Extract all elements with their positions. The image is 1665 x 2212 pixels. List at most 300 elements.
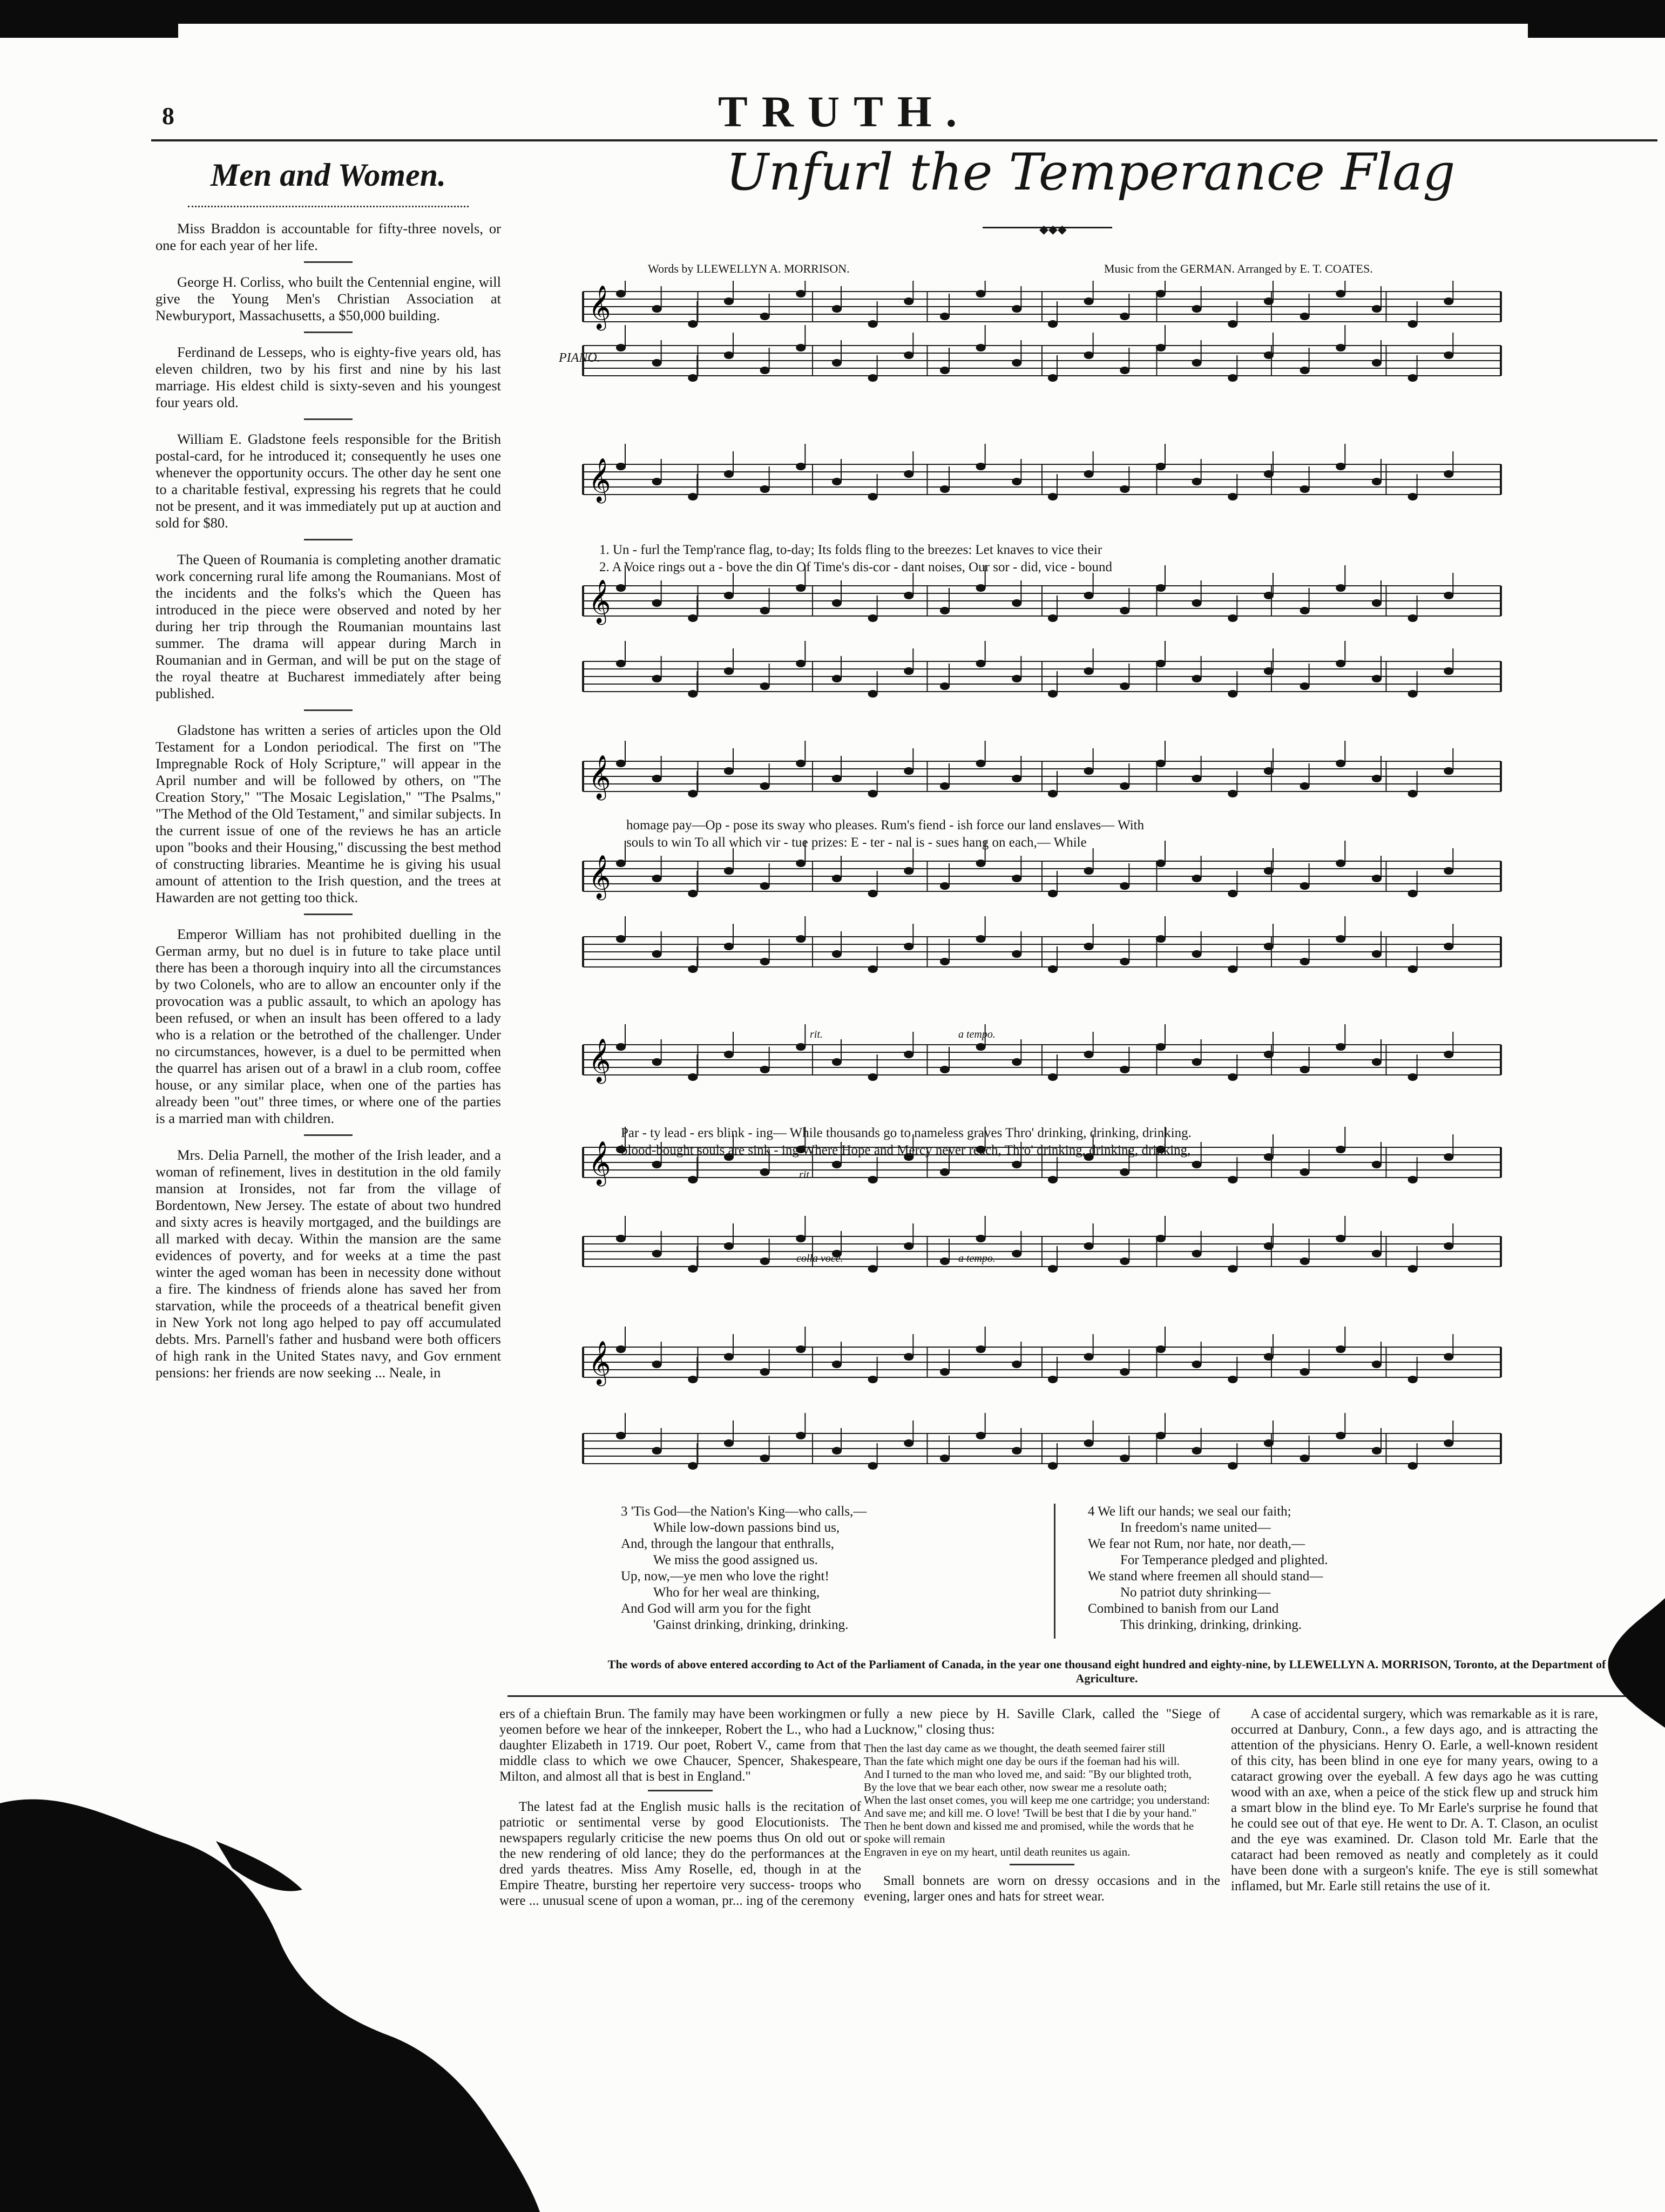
note-head	[1336, 1432, 1345, 1439]
tempo-rit: rit.	[799, 1169, 812, 1181]
note-head	[976, 463, 986, 470]
note-head	[832, 478, 842, 485]
verse-line: While low-down passions bind us,	[653, 1520, 840, 1535]
note-head	[1048, 614, 1058, 622]
article-text: ers of a chieftain Brun. The family may have been workingmen or yeomen before we hear of the innkeeper, Robert the L., who had a daughter Elizabeth in 1719. Our poet, Robert V., came from that middle class to which we owe Chaucer, Spencer, Shakespeare, Milton, and almost all that is best in England."	[499, 1707, 861, 1784]
separator	[304, 261, 353, 263]
note-head	[1408, 790, 1418, 797]
note-head	[1084, 1439, 1094, 1447]
note-head	[1084, 867, 1094, 875]
note-head	[652, 950, 662, 958]
verse-3	[621, 1504, 1042, 1633]
separator	[304, 1134, 353, 1136]
note-head	[760, 1168, 770, 1176]
note-head	[796, 584, 806, 592]
note-head	[1336, 584, 1345, 592]
news-item: Ferdinand de Lesseps, who is eighty-five years old, has eleven children, two by his first and nine by his last marriage. His eldest child is sixty-seven and his youngest four years old.	[155, 344, 501, 410]
note-head	[1372, 478, 1382, 485]
separator	[304, 709, 353, 711]
bottom-column-2	[864, 1706, 1220, 1909]
note-head	[616, 290, 626, 297]
clef-glyph: 𝄞	[588, 457, 611, 502]
note-head	[1012, 1161, 1021, 1168]
note-head	[832, 1447, 842, 1455]
note-head	[760, 485, 770, 493]
note-head	[1120, 313, 1129, 320]
note-head	[904, 943, 913, 950]
note-head	[724, 667, 734, 675]
note-head	[1048, 493, 1058, 500]
note-head	[616, 344, 626, 351]
note-head	[1228, 1462, 1237, 1470]
note-head	[1372, 359, 1382, 367]
note-head	[904, 297, 913, 305]
note-head	[868, 1376, 878, 1383]
note-head	[940, 1066, 950, 1073]
clef-glyph: 𝄞	[588, 1038, 611, 1082]
note-head	[1084, 592, 1094, 599]
note-head	[832, 305, 842, 313]
note-head	[1156, 760, 1166, 767]
note-head	[832, 1361, 842, 1368]
note-head	[796, 1043, 806, 1051]
note-head	[1048, 790, 1058, 797]
note-head	[1120, 882, 1129, 890]
note-head	[1408, 1376, 1418, 1383]
note-head	[1012, 1447, 1021, 1455]
words-credit: Words by LLEWELLYN A. MORRISON.	[648, 262, 850, 275]
note-head	[688, 1376, 698, 1383]
note-head	[1372, 599, 1382, 607]
clef-glyph: 𝄞	[588, 854, 611, 898]
note-head	[1192, 305, 1202, 313]
note-head	[796, 344, 806, 351]
note-head	[1300, 485, 1310, 493]
note-head	[760, 682, 770, 690]
note-head	[1336, 860, 1345, 867]
note-head	[1192, 599, 1202, 607]
note-head	[688, 1265, 698, 1273]
note-head	[1336, 935, 1345, 943]
verse-line: In freedom's name united—	[1120, 1520, 1271, 1535]
note-head	[1372, 775, 1382, 782]
note-head	[940, 1257, 950, 1265]
note-head	[652, 1161, 662, 1168]
verse-line: And, through the langour that enthralls,	[621, 1537, 835, 1551]
note-head	[1156, 660, 1166, 667]
note-head	[688, 1462, 698, 1470]
masthead: TRUTH.	[718, 87, 971, 136]
note-head	[1048, 1376, 1058, 1383]
news-item: Miss Braddon is accountable for fifty-three novels, or one for each year of her life.	[155, 220, 501, 253]
note-head	[1048, 1462, 1058, 1470]
poem-line: Than the fate which might one day be ours if the foeman had his will.	[864, 1755, 1180, 1768]
note-head	[976, 584, 986, 592]
note-head	[1300, 1368, 1310, 1376]
note-head	[796, 760, 806, 767]
note-head	[1192, 775, 1202, 782]
note-head	[1336, 1043, 1345, 1051]
note-head	[652, 875, 662, 882]
note-head	[1300, 607, 1310, 614]
article-text: A case of accidental surgery, which was remarkable as it is rare, occurred at Danbury, Conn., a few days ago, and is attracting the attention of the physicians. Henry O. Earle, a well-known resident of this city, has been blind in one eye for many years, owing to a cataract growing over the eyeball. A few days ago he was cutting wood with an axe, when a peice of the stick flew up and struck him a smart blow in the blind eye. To Mr Earle's surprise he found that he could see out of that eye. He went to Dr. A. T. Clason, an oculist and the eye was examined. Dr. Clason told Mr. Earle that the cataract had been removed as neatly and completely as it could have been done with a surgeon's knife. The eye is still somewhat inflamed, but Mr. Earle still retains the use of it.	[1231, 1707, 1598, 1893]
note-head	[1336, 1235, 1345, 1242]
note-head	[868, 1073, 878, 1081]
note-head	[1336, 1345, 1345, 1353]
note-head	[652, 775, 662, 782]
separator	[304, 332, 353, 333]
note-head	[1156, 344, 1166, 351]
separator	[304, 539, 353, 540]
note-head	[1156, 584, 1166, 592]
page-damage-stain	[0, 1663, 540, 2212]
note-head	[940, 1168, 950, 1176]
note-head	[1084, 470, 1094, 478]
note-head	[760, 882, 770, 890]
note-head	[688, 374, 698, 382]
note-head	[1012, 950, 1021, 958]
note-head	[1084, 1353, 1094, 1361]
clef-glyph: 𝄞	[588, 1140, 611, 1185]
note-head	[1444, 1439, 1453, 1447]
note-head	[940, 313, 950, 320]
note-head	[616, 1043, 626, 1051]
verse-line: And God will arm you for the fight	[621, 1601, 811, 1616]
note-head	[1228, 690, 1237, 698]
note-head	[868, 320, 878, 328]
note-head	[1300, 1257, 1310, 1265]
verse-divider	[1054, 1504, 1055, 1639]
separator	[1010, 1864, 1074, 1865]
note-head	[724, 1439, 734, 1447]
note-head	[1408, 374, 1418, 382]
note-head	[796, 1345, 806, 1353]
note-head	[1192, 1058, 1202, 1066]
note-head	[904, 767, 913, 775]
note-head	[652, 1361, 662, 1368]
note-head	[1444, 667, 1453, 675]
note-head	[832, 875, 842, 882]
note-head	[1444, 592, 1453, 599]
note-head	[1264, 1353, 1274, 1361]
note-head	[652, 599, 662, 607]
note-head	[1408, 614, 1418, 622]
note-head	[1156, 1432, 1166, 1439]
note-head	[976, 860, 986, 867]
note-head	[868, 790, 878, 797]
note-head	[1120, 1368, 1129, 1376]
note-head	[1012, 599, 1021, 607]
note-head	[1264, 867, 1274, 875]
note-head	[1120, 1455, 1129, 1462]
note-head	[796, 463, 806, 470]
note-head	[1156, 1235, 1166, 1242]
note-head	[1300, 313, 1310, 320]
note-head	[1300, 682, 1310, 690]
note-head	[1228, 320, 1237, 328]
note-head	[796, 1235, 806, 1242]
note-head	[1408, 493, 1418, 500]
song-title: Unfurl the Temperance Flag	[726, 143, 1456, 202]
note-head	[868, 1176, 878, 1183]
note-head	[976, 1043, 986, 1051]
note-head	[832, 359, 842, 367]
note-head	[976, 760, 986, 767]
note-head	[1264, 767, 1274, 775]
note-head	[1264, 592, 1274, 599]
note-head	[796, 660, 806, 667]
note-head	[1336, 463, 1345, 470]
note-head	[1336, 760, 1345, 767]
note-head	[1372, 1447, 1382, 1455]
note-head	[1444, 943, 1453, 950]
note-head	[1084, 767, 1094, 775]
note-head	[616, 463, 626, 470]
note-head	[652, 1250, 662, 1257]
note-head	[616, 1235, 626, 1242]
column-title: Men and Women.	[210, 157, 446, 193]
note-head	[904, 351, 913, 359]
note-head	[1372, 1250, 1382, 1257]
lyric-line: blood-bought souls are sink - ing Where Hope and Mercy never reach, Thro' drinking, drinking, drinking,	[621, 1143, 1191, 1158]
poem-line: Then he bent down and kissed me and promised, while the words that he spoke will remain	[864, 1819, 1194, 1845]
note-head	[1120, 607, 1129, 614]
note-head	[1408, 320, 1418, 328]
note-head	[1228, 614, 1237, 622]
note-head	[1408, 1073, 1418, 1081]
top-band-gap	[178, 24, 1528, 39]
note-head	[724, 592, 734, 599]
note-head	[1012, 1058, 1021, 1066]
note-head	[976, 1345, 986, 1353]
note-head	[796, 860, 806, 867]
note-head	[940, 1455, 950, 1462]
verse-line: No patriot duty shrinking—	[1120, 1585, 1271, 1600]
note-head	[1372, 1361, 1382, 1368]
note-head	[724, 943, 734, 950]
note-head	[976, 344, 986, 351]
note-head	[832, 775, 842, 782]
note-head	[616, 660, 626, 667]
note-head	[1120, 958, 1129, 965]
title-ornament-dots: ◆◆◆	[1039, 222, 1067, 236]
tempo-a-tempo: a tempo.	[958, 1253, 996, 1264]
note-head	[1300, 782, 1310, 790]
note-head	[796, 935, 806, 943]
news-item: Gladstone has written a series of articles upon the Old Testament for a London periodical. The first on "The Impregnable Rock of Holy Scripture," will appear in the April number and will be followed by others, on "The Creation Story," "The Mosaic Legislation," "The Psalms," "The Method of the Old Testament," and similar subjects. In the current issue of one of the reviews he has an article upon "books and their Housing," discussing the best method of constructing libraries. Meantime he is giving his usual amount of attention to the Irish question, and the trees at Hawarden are not getting too thick.	[155, 722, 501, 905]
note-head	[868, 493, 878, 500]
note-head	[832, 950, 842, 958]
note-head	[1444, 767, 1453, 775]
note-head	[1192, 1161, 1202, 1168]
note-head	[1156, 1345, 1166, 1353]
note-head	[1444, 1051, 1453, 1058]
article-text: fully a new piece by H. Saville Clark, called the "Siege of Lucknow," closing thus:	[864, 1707, 1220, 1737]
note-head	[868, 1265, 878, 1273]
poem-line: When the last onset comes, you will keep me one cartridge; you understand:	[864, 1794, 1210, 1807]
news-item: Mrs. Delia Parnell, the mother of the Irish leader, and a woman of refinement, lives in destitution in the old family mansion at Ironsides, not far from the village of Bordentown, New Jersey. The estate of about two hundred and sixty acres is heavily mortgaged, and the buildings are all marked with decay. Within the mansion are the same evidences of poverty, and for weeks at a time the past winter the aged woman has been in necessity done without a fire. The kindness of friends alone has saved her from starvation, while the proceeds of a theatrical benefit given in New York not long ago helped to pay off accumulated debts. Mrs. Parnell's father and husband were both officers of high rank in the United States navy, and Gov ernment pensions: her friends are now seeking ... Neale, in	[155, 1147, 501, 1381]
note-head	[904, 470, 913, 478]
news-item: George H. Corliss, who built the Centennial engine, will give the Young Men's Christian Association at Newburyport, Massachusetts, a $50,000 building.	[155, 274, 501, 323]
note-head	[652, 478, 662, 485]
note-head	[1084, 667, 1094, 675]
note-head	[724, 767, 734, 775]
note-head	[688, 320, 698, 328]
note-head	[1336, 1146, 1345, 1153]
note-head	[1264, 297, 1274, 305]
note-head	[724, 351, 734, 359]
left-column	[155, 152, 501, 1389]
note-head	[760, 313, 770, 320]
note-head	[688, 493, 698, 500]
note-head	[1048, 374, 1058, 382]
verse-4	[1088, 1504, 1574, 1633]
note-head	[832, 675, 842, 682]
note-head	[1228, 890, 1237, 897]
bottom-column-3	[1231, 1706, 1598, 1898]
note-head	[652, 1058, 662, 1066]
lyric-line: 1. Un - furl the Temp'rance flag, to-day; Its folds fling to the breezes: Let knaves to vice their	[599, 543, 1102, 557]
note-head	[1012, 1361, 1021, 1368]
news-item: Emperor William has not prohibited duelling in the German army, but no duel is in future to take place until there has been a thorough inquiry into all the circumstances by two Colonels, who are to allow an encounter only if the provocation was a public assault, to which an apology has been refused, or when an insult has been offered to a lady who is a relation or the betrothed of the challenger. Under no circumstances, however, is a duel to be permitted when the quarrel has arisen out of a brawl in a club room, coffee house, or any similar place, when one of the parties has already been "out" three times, or where one of the parties is a married man with children.	[155, 926, 501, 1126]
note-head	[652, 305, 662, 313]
news-item: William E. Gladstone feels responsible for the British postal-card, for he introduced it; consequently he uses one whenever the opportunity occurs. The other day he sent one to a charitable festival, expressing his regrets that he could not be present, and it was immediately put up at auction and sold for $80.	[155, 431, 501, 531]
copyright-notice: The words of above entered according to Act of the Parliament of Canada, in the year one thousand eight hundred and eighty-nine, by LLEWELLYN A. MORRISON, Toronto, at the Department of Agriculture.	[607, 1658, 1606, 1685]
note-head	[868, 374, 878, 382]
note-head	[1012, 305, 1021, 313]
note-head	[1012, 359, 1021, 367]
note-head	[904, 1439, 913, 1447]
clef-glyph: 𝄞	[588, 754, 611, 799]
note-head	[1012, 1250, 1021, 1257]
note-head	[1444, 867, 1453, 875]
note-head	[1084, 1051, 1094, 1058]
note-head	[724, 470, 734, 478]
note-head	[1192, 1447, 1202, 1455]
note-head	[1192, 1361, 1202, 1368]
note-head	[1156, 1043, 1166, 1051]
note-head	[1372, 1161, 1382, 1168]
note-head	[1156, 463, 1166, 470]
note-head	[1192, 1250, 1202, 1257]
note-head	[1300, 1066, 1310, 1073]
note-head	[1372, 1058, 1382, 1066]
note-head	[1408, 965, 1418, 973]
note-head	[616, 860, 626, 867]
note-head	[1120, 1066, 1129, 1073]
note-head	[796, 290, 806, 297]
note-head	[940, 607, 950, 614]
note-head	[724, 867, 734, 875]
note-head	[1192, 359, 1202, 367]
note-head	[1156, 935, 1166, 943]
note-head	[1012, 775, 1021, 782]
note-head	[1300, 1455, 1310, 1462]
clef-glyph: 𝄞	[588, 1340, 611, 1384]
note-head	[1048, 1176, 1058, 1183]
note-head	[652, 359, 662, 367]
note-head	[652, 675, 662, 682]
note-head	[1372, 675, 1382, 682]
note-head	[1300, 958, 1310, 965]
note-head	[1336, 660, 1345, 667]
note-head	[688, 1176, 698, 1183]
note-head	[904, 667, 913, 675]
note-head	[832, 1058, 842, 1066]
note-head	[1408, 1176, 1418, 1183]
note-head	[1264, 943, 1274, 950]
note-head	[1156, 290, 1166, 297]
note-head	[1084, 351, 1094, 359]
music-credit: Music from the GERMAN. Arranged by E. T. COATES.	[1104, 262, 1373, 275]
note-head	[1264, 1439, 1274, 1447]
note-head	[868, 965, 878, 973]
note-head	[868, 614, 878, 622]
note-head	[1156, 860, 1166, 867]
note-head	[940, 367, 950, 374]
note-head	[1300, 1168, 1310, 1176]
note-head	[1192, 478, 1202, 485]
lyric-line: souls to win To all which vir - tue prizes: E - ter - nal is - sues hang on each,— While	[626, 835, 1087, 850]
note-head	[868, 890, 878, 897]
note-head	[1012, 675, 1021, 682]
verse-line: 4 We lift our hands; we seal our faith;	[1088, 1504, 1291, 1519]
note-head	[1120, 682, 1129, 690]
note-head	[616, 760, 626, 767]
note-head	[1444, 1242, 1453, 1250]
note-head	[940, 1368, 950, 1376]
piano-label: PIANO.	[559, 351, 600, 365]
note-head	[1444, 1153, 1453, 1161]
separator	[304, 418, 353, 420]
verse-line: For Temperance pledged and plighted.	[1120, 1553, 1328, 1567]
note-head	[1120, 485, 1129, 493]
note-head	[1336, 290, 1345, 297]
note-head	[796, 1432, 806, 1439]
verse-line: This drinking, drinking, drinking.	[1120, 1618, 1302, 1632]
note-head	[940, 882, 950, 890]
note-head	[1300, 882, 1310, 890]
note-head	[976, 290, 986, 297]
note-head	[904, 1353, 913, 1361]
note-head	[1228, 1265, 1237, 1273]
note-head	[1228, 1376, 1237, 1383]
note-head	[1264, 1153, 1274, 1161]
sheet-music	[572, 281, 1512, 1496]
note-head	[760, 607, 770, 614]
verse-line: Up, now,—ye men who love the right!	[621, 1569, 829, 1584]
note-head	[1228, 1073, 1237, 1081]
note-head	[1408, 1265, 1418, 1273]
poem-line: And I turned to the man who loved me, and said: "By our blighted troth,	[864, 1768, 1192, 1781]
note-head	[1192, 875, 1202, 882]
note-head	[1444, 470, 1453, 478]
note-head	[1012, 875, 1021, 882]
lyric-line: homage pay—Op - pose its sway who pleases. Rum's fiend - ish force our land enslaves— With	[626, 818, 1145, 833]
verse-line: We fear not Rum, nor hate, nor death,—	[1088, 1537, 1305, 1551]
separator	[648, 1790, 713, 1791]
note-head	[688, 690, 698, 698]
lyric-line: 2. A Voice rings out a - bove the din Of Time's dis-cor - dant noises, Our sor - did, vice - bound	[599, 560, 1113, 574]
note-head	[1444, 297, 1453, 305]
note-head	[688, 890, 698, 897]
note-head	[1264, 667, 1274, 675]
note-head	[1084, 943, 1094, 950]
note-head	[832, 1161, 842, 1168]
note-head	[760, 1257, 770, 1265]
note-head	[688, 1073, 698, 1081]
verse-line: We miss the good assigned us.	[653, 1553, 818, 1567]
